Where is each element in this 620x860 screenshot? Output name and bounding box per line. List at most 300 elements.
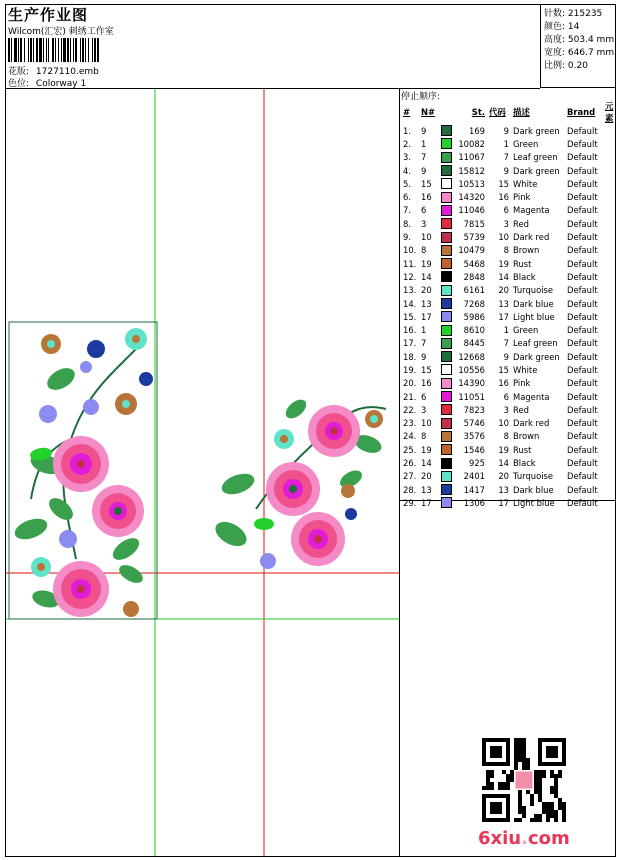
color-swatch — [439, 470, 455, 483]
cell-needle: 13 — [421, 484, 432, 495]
cell-needle: 10 — [421, 232, 432, 243]
swatch-icon — [441, 205, 452, 216]
swatch-icon — [441, 378, 452, 389]
swatch-icon — [441, 125, 452, 136]
swatch-icon — [441, 192, 452, 203]
cell-index: 8. — [403, 218, 411, 229]
width-label: 宽度: — [544, 48, 566, 58]
color-swatch — [439, 284, 455, 297]
table-row — [401, 177, 620, 190]
swatch-icon — [441, 285, 452, 296]
table-row — [401, 390, 620, 403]
cell-index: 4. — [403, 165, 411, 176]
color-swatch — [439, 430, 455, 443]
cell-desc: Red — [513, 404, 529, 415]
cell-desc: Rust — [513, 444, 532, 455]
cell-brand: Default — [567, 271, 598, 282]
cell-element — [603, 217, 620, 230]
cell-code: 13 — [498, 484, 509, 495]
cell-stitches: 10513 — [458, 178, 485, 189]
table-row — [401, 350, 620, 363]
cell-desc: Dark green — [513, 351, 560, 362]
cell-desc: Red — [513, 218, 529, 229]
cell-stitches: 12668 — [458, 351, 485, 362]
cell-needle: 20 — [421, 471, 432, 482]
cell-code: 1 — [503, 138, 509, 149]
cell-element — [603, 430, 620, 443]
table-row — [401, 137, 620, 150]
cell-index: 17. — [403, 338, 417, 349]
design-canvas — [6, 89, 399, 856]
cell-code: 16 — [498, 378, 509, 389]
color-swatch — [439, 257, 455, 270]
colorway-label: 色位: — [8, 79, 30, 89]
cell-desc: Black — [513, 271, 536, 282]
swatch-icon — [441, 245, 452, 256]
table-row — [401, 443, 620, 456]
page-title: 生产作业图 — [8, 6, 89, 24]
cell-index: 16. — [403, 325, 417, 336]
stats-block — [540, 4, 616, 88]
cell-element — [603, 284, 620, 297]
cell-needle: 3 — [421, 218, 427, 229]
cell-code: 8 — [503, 245, 509, 256]
cell-needle: 7 — [421, 338, 427, 349]
left-floral-motif — [12, 328, 153, 617]
cell-desc: Turquoise — [513, 285, 554, 296]
cell-code: 9 — [503, 125, 509, 136]
cell-desc: Black — [513, 458, 536, 469]
cell-index: 6. — [403, 192, 411, 203]
cell-code: 14 — [498, 271, 509, 282]
cell-needle: 1 — [421, 138, 427, 149]
cell-desc: White — [513, 178, 538, 189]
cell-code: 1 — [503, 325, 509, 336]
cell-stitches: 5468 — [463, 258, 485, 269]
panel-divider — [399, 88, 400, 857]
cell-element — [603, 390, 620, 403]
width-value: 646.7 mm — [567, 48, 615, 58]
table-row — [401, 337, 620, 350]
cell-brand: Default — [567, 258, 598, 269]
swatch-icon — [441, 178, 452, 189]
cell-needle: 8 — [421, 245, 427, 256]
cell-stitches: 1546 — [463, 444, 485, 455]
colors-label: 颜色: — [544, 22, 566, 32]
cell-code: 3 — [503, 218, 509, 229]
cell-code: 19 — [498, 258, 509, 269]
cell-code: 19 — [498, 444, 509, 455]
cell-needle: 8 — [421, 431, 427, 442]
cell-needle: 14 — [421, 458, 432, 469]
cell-needle: 9 — [421, 165, 427, 176]
cell-needle: 9 — [421, 125, 427, 136]
color-swatch — [439, 310, 455, 323]
cell-element — [603, 403, 620, 416]
scale-label: 比例: — [544, 61, 566, 71]
cell-brand: Default — [567, 484, 598, 495]
cell-brand: Default — [567, 298, 598, 309]
height-label: 高度: — [544, 35, 566, 45]
cell-desc: Dark blue — [513, 298, 554, 309]
color-swatch — [439, 177, 455, 190]
swatch-icon — [441, 232, 452, 243]
cell-brand: Default — [567, 138, 598, 149]
color-swatch — [439, 137, 455, 150]
cell-stitches: 14390 — [458, 378, 485, 389]
cell-stitches: 1417 — [463, 484, 485, 495]
swatch-icon — [441, 484, 452, 495]
cell-code: 16 — [498, 192, 509, 203]
cell-code: 6 — [503, 205, 509, 216]
stitches-label: 针数: — [544, 9, 566, 19]
cell-element — [603, 124, 620, 137]
table-row — [401, 403, 620, 416]
cell-desc: Pink — [513, 378, 531, 389]
page-subtitle: Wilcom(汇宏) 刺绣工作室 — [8, 27, 114, 37]
cell-code: 8 — [503, 431, 509, 442]
cell-needle: 16 — [421, 192, 432, 203]
cell-index: 12. — [403, 271, 417, 282]
swatch-icon — [441, 431, 452, 442]
col-desc: 描述 — [513, 107, 530, 117]
cell-brand: Default — [567, 351, 598, 362]
cell-stitches: 7268 — [463, 298, 485, 309]
cell-needle: 15 — [421, 364, 432, 375]
cell-index: 23. — [403, 418, 417, 429]
cell-index: 1. — [403, 125, 411, 136]
cell-element — [603, 270, 620, 283]
logo-main: 6xiu — [478, 828, 522, 849]
scale-value: 0.20 — [567, 61, 588, 71]
cell-brand: Default — [567, 418, 598, 429]
table-row — [401, 377, 620, 390]
table-row — [401, 323, 620, 336]
swatch-icon — [441, 311, 452, 322]
color-swatch — [439, 377, 455, 390]
cell-desc: Magenta — [513, 391, 550, 402]
stitches-stat — [544, 6, 602, 19]
cell-desc: Pink — [513, 192, 531, 203]
cell-stitches: 15812 — [458, 165, 485, 176]
design-label: 花版: — [8, 67, 30, 77]
table-row — [401, 310, 620, 323]
table-row — [401, 151, 620, 164]
cell-desc: Leaf green — [513, 338, 558, 349]
cell-code: 15 — [498, 364, 509, 375]
table-row — [401, 164, 620, 177]
right-floral-motif — [211, 396, 386, 569]
table-row — [401, 270, 620, 283]
cell-stitches: 10082 — [458, 138, 485, 149]
cell-brand: Default — [567, 192, 598, 203]
right-rose-top — [308, 405, 360, 457]
cell-desc: Dark green — [513, 165, 560, 176]
color-swatch — [439, 190, 455, 203]
cell-stitches: 5986 — [463, 311, 485, 322]
color-sequence-table — [401, 100, 620, 510]
cell-index: 10. — [403, 245, 417, 256]
cell-element — [603, 297, 620, 310]
rose-top — [53, 436, 109, 492]
cell-desc: White — [513, 364, 538, 375]
color-swatch — [439, 337, 455, 350]
cell-stitches: 11051 — [458, 391, 485, 402]
cell-brand: Default — [567, 232, 598, 243]
cell-code: 6 — [503, 391, 509, 402]
cell-needle: 7 — [421, 152, 427, 163]
table-row — [401, 483, 620, 496]
cell-stitches: 2848 — [463, 271, 485, 282]
swatch-icon — [441, 298, 452, 309]
cell-stitches: 7823 — [463, 404, 485, 415]
swatch-icon — [441, 418, 452, 429]
col-element: 元素 — [605, 101, 614, 123]
width-stat — [544, 45, 614, 58]
cell-index: 28. — [403, 484, 417, 495]
header-block — [5, 4, 540, 89]
cell-index: 9. — [403, 232, 411, 243]
cell-element — [603, 164, 620, 177]
swatch-icon — [441, 258, 452, 269]
cell-stitches: 11067 — [458, 152, 485, 163]
swatch-icon — [441, 138, 452, 149]
cell-index: 22. — [403, 404, 417, 415]
cell-code: 17 — [498, 497, 509, 508]
cell-element — [603, 483, 620, 496]
cell-stitches: 169 — [469, 125, 485, 136]
right-rose-middle — [266, 462, 320, 516]
color-swatch — [439, 363, 455, 376]
cell-stitches: 5746 — [463, 418, 485, 429]
cell-desc: Rust — [513, 258, 532, 269]
col-needle: N# — [421, 107, 436, 117]
barcode — [8, 38, 143, 62]
cell-desc: Light blue — [513, 311, 555, 322]
color-swatch — [439, 417, 455, 430]
design-value: 1727110.emb — [35, 67, 99, 77]
cell-desc: Brown — [513, 431, 540, 442]
cell-stitches: 7815 — [463, 218, 485, 229]
cell-index: 20. — [403, 378, 417, 389]
cell-needle: 10 — [421, 418, 432, 429]
col-swatch — [439, 100, 455, 124]
cell-needle: 1 — [421, 325, 427, 336]
cell-index: 5. — [403, 178, 411, 189]
cell-code: 7 — [503, 152, 509, 163]
color-swatch — [439, 270, 455, 283]
table-row — [401, 470, 620, 483]
cell-desc: Green — [513, 325, 539, 336]
color-swatch — [439, 443, 455, 456]
cell-element — [603, 443, 620, 456]
cell-needle: 14 — [421, 271, 432, 282]
swatch-icon — [441, 444, 452, 455]
table-row — [401, 430, 620, 443]
cell-code: 14 — [498, 458, 509, 469]
swatch-icon — [441, 364, 452, 375]
colors-stat — [544, 19, 579, 32]
rose-bottom — [53, 561, 109, 617]
cell-brand: Default — [567, 444, 598, 455]
height-value: 503.4 mm — [567, 35, 615, 45]
cell-stitches: 5739 — [463, 232, 485, 243]
table-row — [401, 297, 620, 310]
cell-brand: Default — [567, 404, 598, 415]
cell-stitches: 3576 — [463, 431, 485, 442]
cell-element — [603, 417, 620, 430]
cell-element — [603, 190, 620, 203]
cell-element — [603, 350, 620, 363]
cell-stitches: 10556 — [458, 364, 485, 375]
cell-index: 18. — [403, 351, 417, 362]
cell-brand: Default — [567, 311, 598, 322]
color-swatch — [439, 164, 455, 177]
cell-stitches: 2401 — [463, 471, 485, 482]
scale-stat — [544, 58, 588, 71]
color-swatch — [439, 151, 455, 164]
cell-element — [603, 337, 620, 350]
cell-brand: Default — [567, 165, 598, 176]
cell-needle: 13 — [421, 298, 432, 309]
cell-code: 15 — [498, 178, 509, 189]
cell-needle: 17 — [421, 311, 432, 322]
cell-element — [603, 177, 620, 190]
cell-element — [603, 230, 620, 243]
cell-stitches: 10479 — [458, 245, 485, 256]
cell-needle: 19 — [421, 258, 432, 269]
cell-index: 24. — [403, 431, 417, 442]
cell-brand: Default — [567, 431, 598, 442]
cell-index: 26. — [403, 458, 417, 469]
cell-element — [603, 363, 620, 376]
cell-element — [603, 257, 620, 270]
cell-brand: Default — [567, 497, 598, 508]
color-swatch — [439, 456, 455, 469]
cell-index: 19. — [403, 364, 417, 375]
cell-code: 9 — [503, 165, 509, 176]
col-code: 代码 — [489, 107, 506, 117]
cell-stitches: 11046 — [458, 205, 485, 216]
cell-needle: 17 — [421, 497, 432, 508]
table-row — [401, 496, 620, 509]
cell-code: 10 — [498, 232, 509, 243]
cell-brand: Default — [567, 338, 598, 349]
col-st: St. — [471, 107, 485, 117]
table-row — [401, 363, 620, 376]
cell-desc: Leaf green — [513, 152, 558, 163]
cell-element — [603, 137, 620, 150]
cell-desc: Dark green — [513, 125, 560, 136]
stitches-value: 215235 — [567, 9, 603, 19]
cell-brand: Default — [567, 205, 598, 216]
table-row — [401, 417, 620, 430]
qr-code — [482, 738, 566, 822]
cell-stitches: 8610 — [463, 325, 485, 336]
cell-element — [603, 496, 620, 509]
cell-desc: Turquoise — [513, 471, 554, 482]
cell-index: 21. — [403, 391, 417, 402]
col-index: # — [403, 107, 411, 117]
cell-brand: Default — [567, 178, 598, 189]
cell-brand: Default — [567, 471, 598, 482]
table-row — [401, 244, 620, 257]
table-header-row — [401, 100, 620, 124]
color-swatch — [439, 244, 455, 257]
swatch-icon — [441, 497, 452, 508]
swatch-icon — [441, 152, 452, 163]
cell-index: 2. — [403, 138, 411, 149]
cell-brand: Default — [567, 391, 598, 402]
table-row — [401, 217, 620, 230]
cell-element — [603, 456, 620, 469]
cell-code: 9 — [503, 351, 509, 362]
cell-needle: 15 — [421, 178, 432, 189]
height-stat — [544, 32, 614, 45]
colorway-line — [8, 76, 86, 89]
table-row — [401, 230, 620, 243]
table-row — [401, 204, 620, 217]
cell-element — [603, 244, 620, 257]
table-row — [401, 456, 620, 469]
cell-brand: Default — [567, 364, 598, 375]
swatch-icon — [441, 325, 452, 336]
cell-code: 17 — [498, 311, 509, 322]
cell-code: 20 — [498, 471, 509, 482]
cell-code: 3 — [503, 404, 509, 415]
right-rose-bottom — [291, 512, 345, 566]
cell-needle: 9 — [421, 351, 427, 362]
swatch-icon — [441, 271, 452, 282]
cell-index: 29. — [403, 497, 417, 508]
color-swatch — [439, 323, 455, 336]
cell-code: 7 — [503, 338, 509, 349]
color-swatch — [439, 496, 455, 509]
cell-desc: Green — [513, 138, 539, 149]
cell-desc: Brown — [513, 245, 540, 256]
swatch-icon — [441, 404, 452, 415]
cell-needle: 3 — [421, 404, 427, 415]
cell-desc: Light blue — [513, 497, 555, 508]
cell-stitches: 8445 — [463, 338, 485, 349]
color-swatch — [439, 483, 455, 496]
cell-stitches: 14320 — [458, 192, 485, 203]
cell-stitches: 1306 — [463, 497, 485, 508]
cell-index: 3. — [403, 152, 411, 163]
color-swatch — [439, 204, 455, 217]
cell-index: 13. — [403, 285, 417, 296]
color-swatch — [439, 297, 455, 310]
cell-element — [603, 470, 620, 483]
cell-desc: Dark red — [513, 232, 550, 243]
logo-tld: com — [527, 828, 570, 849]
cell-needle: 6 — [421, 391, 427, 402]
swatch-icon — [441, 351, 452, 362]
cell-code: 13 — [498, 298, 509, 309]
swatch-icon — [441, 391, 452, 402]
logo-dot: . — [521, 828, 528, 849]
color-swatch — [439, 217, 455, 230]
colors-value: 14 — [567, 22, 580, 32]
cell-brand: Default — [567, 378, 598, 389]
cell-code: 10 — [498, 418, 509, 429]
colorway-value: Colorway 1 — [35, 79, 87, 89]
sequence-title: 停止顺序: — [401, 92, 441, 102]
color-swatch — [439, 390, 455, 403]
cell-index: 11. — [403, 258, 417, 269]
cell-desc: Dark blue — [513, 484, 554, 495]
cell-brand: Default — [567, 458, 598, 469]
